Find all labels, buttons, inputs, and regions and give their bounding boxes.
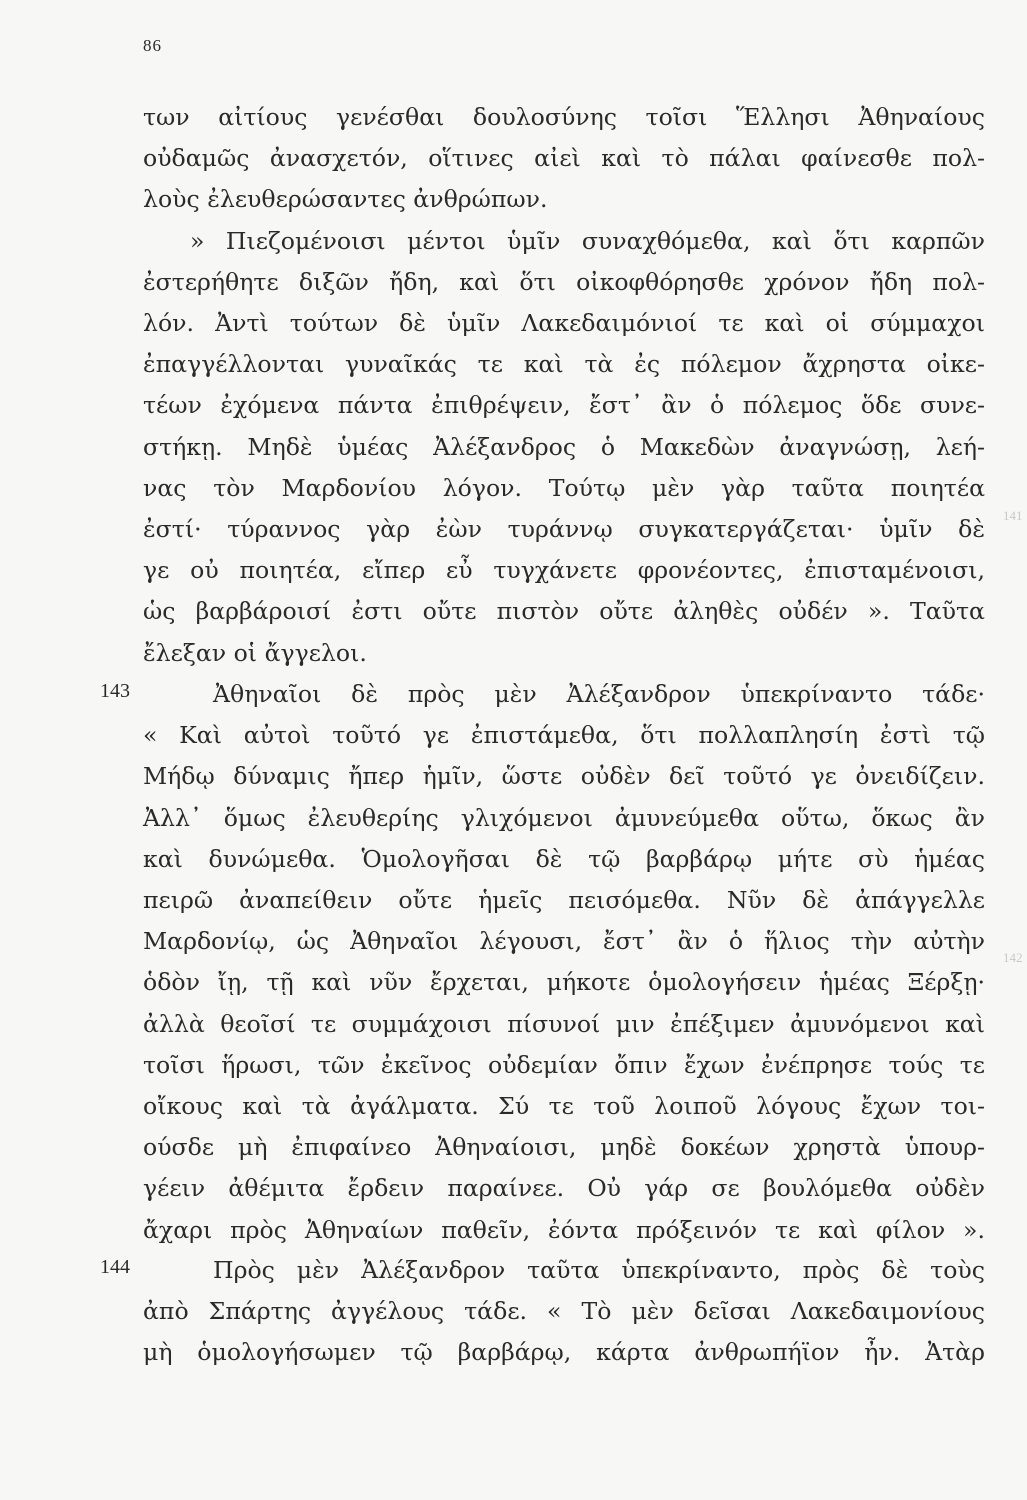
text-line: καὶ δυνώμεθα. Ὁμολογῆσαι δὲ τῷ βαρβάρῳ μήτε σὺ ἡμέας	[143, 845, 985, 873]
text-line: μὴ ὁμολογήσωμεν τῷ βαρβάρῳ, κάρτα ἀνθρωπήϊον ἦν. Ἀτὰρ	[143, 1338, 985, 1366]
text-line: Πρὸς μὲν Ἀλέξανδρον ταῦτα ὑπεκρίναντο, πρὸς δὲ τοὺς	[213, 1256, 985, 1284]
text-line: λόν. Ἀντὶ τούτων δὲ ὑμῖν Λακεδαιμόνιοί τε καὶ οἱ σύμμαχοι	[143, 309, 985, 337]
text-line: ἐστερήθητε διξῶν ἤδη, καὶ ὅτι οἰκοφθόρησθε χρόνον ἤδη πολ-	[143, 268, 985, 296]
text-line: ἀλλὰ θεοῖσί τε συμμάχοισι πίσυνοί μιν ἐπέξιμεν ἀμυνόμενοι καὶ	[143, 1010, 985, 1038]
text-line: των αἰτίους γενέσθαι δουλοσύνης τοῖσι Ἕλλησι Ἀθηναίους	[143, 103, 985, 131]
chapter-number: 143	[100, 680, 130, 702]
chapter-number: 144	[100, 1256, 130, 1278]
text-line: » Πιεζομένοισι μέντοι ὑμῖν συναχθόμεθα, καὶ ὅτι καρπῶν	[190, 227, 985, 255]
text-line: στήκῃ. Μηδὲ ὑμέας Ἀλέξανδρος ὁ Μακεδὼν ἀναγνώσῃ, λεή-	[143, 433, 985, 461]
text-line: ούσδε μὴ ἐπιφαίνεο Ἀθηναίοισι, μηδὲ δοκέων χρηστὰ ὑπουρ-	[143, 1133, 985, 1161]
text-line: τοῖσι ἥρωσι, τῶν ἐκεῖνος οὐδεμίαν ὄπιν ἔχων ἐνέπρησε τούς τε	[143, 1051, 985, 1079]
page-number: 86	[143, 36, 162, 55]
text-line: πειρῶ ἀναπείθειν οὔτε ἡμεῖς πεισόμεθα. Νῦν δὲ ἀπάγγελλε	[143, 886, 985, 914]
text-line: Μήδῳ δύναμις ἤπερ ἡμῖν, ὥστε οὐδὲν δεῖ τοῦτό γε ὀνειδίζειν.	[143, 762, 985, 790]
text-line: γε οὐ ποιητέα, εἴπερ εὖ τυγχάνετε φρονέοντες, ἐπισταμένοισι,	[143, 556, 985, 584]
text-line: ἔλεξαν οἱ ἄγγελοι.	[143, 639, 367, 667]
text-line: « Καὶ αὐτοὶ τοῦτό γε ἐπιστάμεθα, ὅτι πολλαπλησίη ἐστὶ τῷ	[143, 721, 985, 749]
text-line: λοὺς ἐλευθερώσαντες ἀνθρώπων.	[143, 185, 548, 213]
bleed-through-mark: 141	[1003, 508, 1023, 523]
text-line: οἴκους καὶ τὰ ἀγάλματα. Σύ τε τοῦ λοιποῦ λόγους ἔχων τοι-	[143, 1092, 985, 1120]
text-line: γέειν ἀθέμιτα ἔρδειν παραίνεε. Οὐ γάρ σε βουλόμεθα οὐδὲν	[143, 1174, 985, 1202]
text-line: ἐστί· τύραννος γὰρ ἐὼν τυράννῳ συγκατεργάζεται· ὑμῖν δὲ	[143, 515, 985, 543]
text-line: ἐπαγγέλλονται γυναῖκάς τε καὶ τὰ ἐς πόλεμον ἄχρηστα οἰκε-	[143, 350, 985, 378]
text-line: οὐδαμῶς ἀνασχετόν, οἵτινες αἰεὶ καὶ τὸ πάλαι φαίνεσθε πολ-	[143, 144, 985, 172]
text-line: ὡς βαρβάροισί ἐστι οὔτε πιστὸν οὔτε ἀληθὲς οὐδέν ». Ταῦτα	[143, 597, 985, 625]
text-line: Ἀθηναῖοι δὲ πρὸς μὲν Ἀλέξανδρον ὑπεκρίναντο τάδε·	[213, 680, 985, 708]
text-line: Μαρδονίῳ, ὡς Ἀθηναῖοι λέγουσι, ἔστ᾽ ἂν ὁ ἥλιος τὴν αὐτὴν	[143, 927, 985, 955]
text-line: ἀπὸ Σπάρτης ἀγγέλους τάδε. « Τὸ μὲν δεῖσαι Λακεδαιμονίους	[143, 1297, 985, 1325]
text-line: Ἀλλ᾽ ὅμως ἐλευθερίης γλιχόμενοι ἀμυνεύμεθα οὕτω, ὅκως ἂν	[143, 804, 985, 832]
text-line: ἄχαρι πρὸς Ἀθηναίων παθεῖν, ἐόντα πρόξεινόν τε καὶ φίλον ».	[143, 1216, 985, 1244]
text-line: ὁδὸν ἴῃ, τῇ καὶ νῦν ἔρχεται, μήκοτε ὁμολογήσειν ἡμέας Ξέρξῃ·	[143, 968, 985, 996]
text-line: τέων ἐχόμενα πάντα ἐπιθρέψειν, ἔστ᾽ ἂν ὁ πόλεμος ὅδε συνε-	[143, 391, 985, 419]
text-line: νας τὸν Μαρδονίου λόγον. Τούτῳ μὲν γὰρ ταῦτα ποιητέα	[143, 474, 985, 502]
bleed-through-mark: 142	[1003, 950, 1023, 965]
